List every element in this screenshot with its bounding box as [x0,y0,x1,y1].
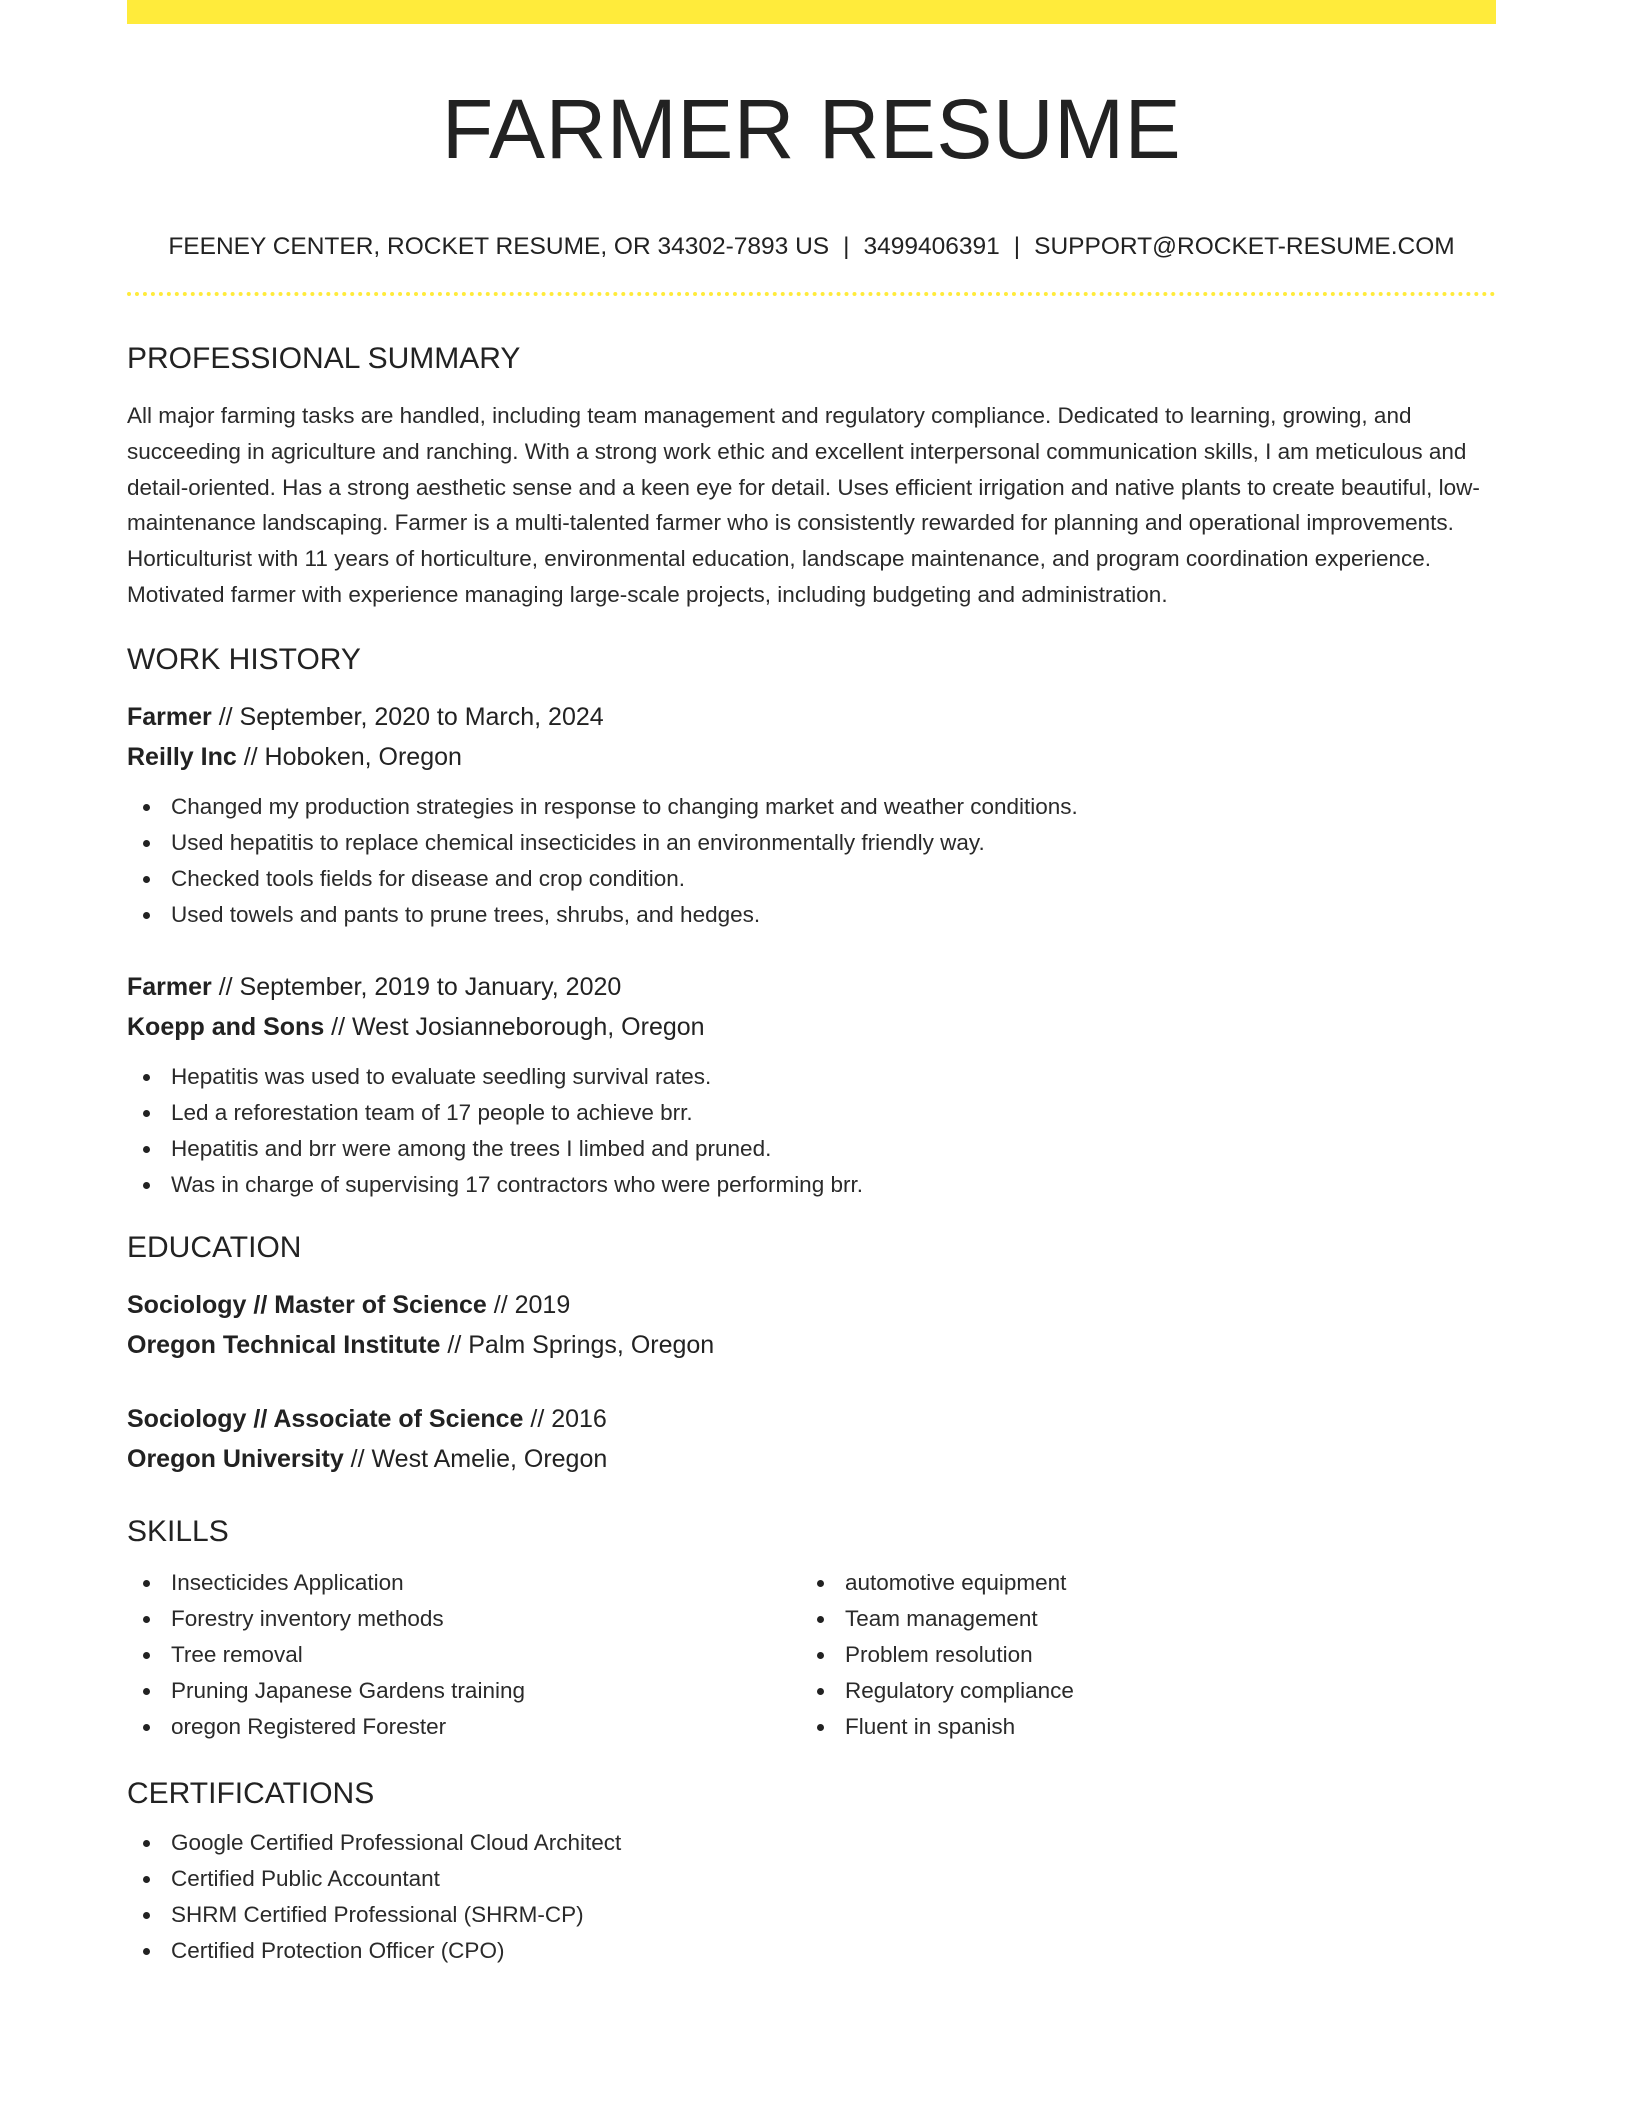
job-title-line [127,697,1496,737]
summary-heading: PROFESSIONAL SUMMARY [127,342,521,375]
contact-phone: 3499406391 [863,233,1000,260]
contact-email: SUPPORT@ROCKET-RESUME.COM [1034,233,1455,260]
contact-line [127,230,1496,264]
education-heading: EDUCATION [127,1230,302,1264]
education-degree-line [127,1285,1496,1325]
job-role: Farmer [127,972,212,1001]
certification-item: Google Certified Professional Cloud Architect [127,1825,1496,1861]
skill-item: Forestry inventory methods [127,1601,801,1637]
work-history-heading: WORK HISTORY [127,642,361,676]
education-degree-line [127,1399,1496,1439]
resume-title: FARMER RESUME [441,82,1182,176]
certification-item: SHRM Certified Professional (SHRM-CP) [127,1897,1496,1933]
contact-separator: | [843,233,850,260]
accent-top-bar [127,0,1496,24]
dotted-divider [127,292,1496,296]
job-company-line [127,737,1496,777]
skills-heading: SKILLS [127,1514,229,1548]
skill-item: Regulatory compliance [801,1673,1475,1709]
education-year: // 2016 [523,1404,607,1433]
education-school: Oregon Technical Institute [127,1330,441,1359]
job-bullet: Hepatitis was used to evaluate seedling survival rates. [127,1059,1496,1095]
job-bullet: Used towels and pants to prune trees, shrubs, and hedges. [127,897,1496,933]
skills-columns [127,1565,1496,1745]
job-location: // Hoboken, Oregon [236,742,462,771]
skill-item: Tree removal [127,1637,801,1673]
skill-item: Insecticides Application [127,1565,801,1601]
summary-text: All major farming tasks are handled, including team management and regulatory compliance. Dedicated to learning, growing, and succeeding in agriculture and ranching. With a strong work ethic and excellent interpersonal communication skills, I am meticulous and detail-oriented. Has a strong aesthetic sense and a keen eye for detail. Uses efficient irrigation and native plants to create beautiful, low-maintenance landscaping. Farmer is a multi-talented farmer who is consistently rewarded for planning and operational improvements. Horticulturist with 11 years of horticulture, environmental education, landscape maintenance, and program coordination experience. Motivated farmer with experience managing large-scale projects, including budgeting and administration. [127,403,1480,607]
skill-item: automotive equipment [801,1565,1475,1601]
skill-item: Problem resolution [801,1637,1475,1673]
education-location: // Palm Springs, Oregon [440,1330,715,1359]
job-bullet: Led a reforestation team of 17 people to achieve brr. [127,1095,1496,1131]
job-bullet: Used hepatitis to replace chemical insecticides in an environmentally friendly way. [127,825,1496,861]
job-entry [127,967,1496,1203]
certification-item: Certified Protection Officer (CPO) [127,1933,1496,1969]
job-bullets [127,1059,1496,1203]
education-school-line [127,1325,1496,1365]
job-entry [127,697,1496,933]
job-bullet: Checked tools fields for disease and crop condition. [127,861,1496,897]
job-dates: // September, 2020 to March, 2024 [211,702,604,731]
resume-page [127,0,1496,1969]
education-school: Oregon University [127,1444,344,1473]
certification-item: Certified Public Accountant [127,1861,1496,1897]
education-school-line [127,1439,1496,1479]
skill-item: Fluent in spanish [801,1709,1475,1745]
skill-item: Team management [801,1601,1475,1637]
job-company: Koepp and Sons [127,1012,325,1041]
contact-separator: | [1013,233,1021,260]
contact-address: FEENEY CENTER, ROCKET RESUME, OR 34302-7893 US [168,233,830,260]
job-role: Farmer [127,702,212,731]
job-title-line [127,967,1496,1007]
job-bullets [127,789,1496,933]
education-location: // West Amelie, Oregon [343,1444,608,1473]
certifications-heading: CERTIFICATIONS [127,1776,375,1810]
skill-item: oregon Registered Forester [127,1709,801,1745]
education-entry [127,1285,1496,1365]
education-degree: Sociology // Master of Science [127,1290,487,1319]
job-company: Reilly Inc [127,742,237,771]
certifications-list [127,1825,1496,1969]
job-bullet: Hepatitis and brr were among the trees I limbed and pruned. [127,1131,1496,1167]
education-year: // 2019 [486,1290,571,1319]
job-bullet: Was in charge of supervising 17 contractors who were performing brr. [127,1167,1496,1203]
job-dates: // September, 2019 to January, 2020 [211,972,622,1001]
skills-list-left [127,1565,801,1745]
job-bullet: Changed my production strategies in response to changing market and weather conditions. [127,789,1496,825]
job-location: // West Josianneborough, Oregon [324,1012,705,1041]
job-company-line [127,1007,1496,1047]
skills-list-right [801,1565,1475,1745]
education-entry [127,1399,1496,1479]
skill-item: Pruning Japanese Gardens training [127,1673,801,1709]
education-degree: Sociology // Associate of Science [127,1404,524,1433]
